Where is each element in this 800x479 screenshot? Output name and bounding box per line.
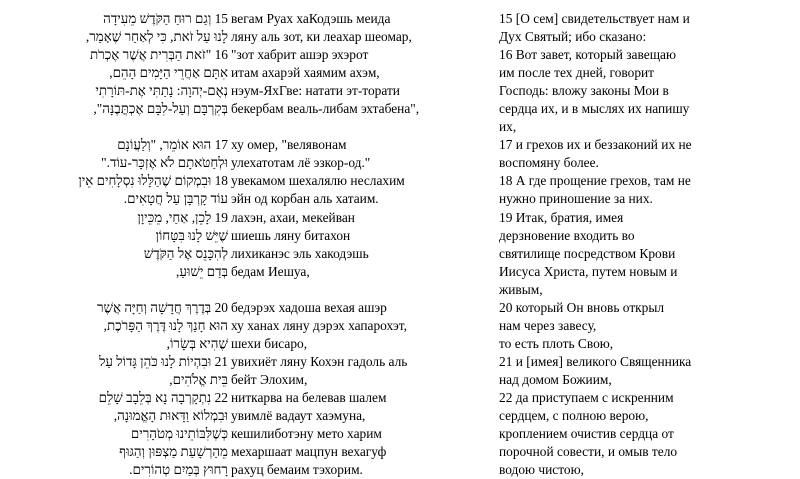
hebrew-line: 20 בְּדֶרֶךְ חֲדָשָׁה וְחַיָּה אֲשֶׁר [96,299,228,315]
transliteration-line: шехи бисаро, [231,335,308,351]
hebrew-line: 18 וּבִמְקוֹם שֶׁהַלָּלוּ נִסְלָחִים אֵין [78,173,228,189]
russian-line: 19 Итак, братия, имея [499,209,624,225]
hebrew-line: בֵּית אֱלֹהִים, [169,371,228,387]
hebrew-line: וּבִמְלוֹא וַדָּאוּת הָאֱמוּנָה, [113,408,228,424]
transliteration-line: кешилиботэну мето харим [231,426,382,442]
transliteration-line: ху омер, "велявонам [231,137,347,153]
russian-line: 20 который Он вновь открыл [499,299,665,315]
hebrew-line: בְּקִרְבָּם וְעַל-לִבָּם אֶכְתֳּבֶנָּה", [93,101,228,117]
russian-line: 21 и [имея] великого Священника [499,353,692,369]
transliteration-column [231,10,461,479]
transliteration-line: ляну аль зот, ки леахар шеомар, [231,29,412,45]
russian-line: то есть плоть Свою, [499,335,614,351]
russian-line: кроплением очистив сердца от [499,426,674,442]
russian-translation-column [499,10,709,479]
russian-line: дерзновение входить во [499,227,635,243]
hebrew-line [70,281,228,299]
hebrew-line: לָנוּ עַל זֹאת, כִּי לְאַחַר שֶׁאָמַר, [85,29,228,45]
hebrew-line: 17 הוּא אוֹמֵר, "וְלַעֲוֹנָם [117,137,228,153]
russian-line: Иисуса Христа, путем новым и [499,263,678,279]
hebrew-line: שֶׁהִיא בְּשָׂרוֹ, [166,335,228,351]
hebrew-line: 22 נִתְקָרְבָה נָא בְּלֵבָב שָׁלֵם [98,389,228,405]
hebrew-line: בְּדַם יֵשׁוּעַ, [176,263,228,279]
transliteration-line: итам ахарэй хаямим ахэм, [231,65,380,81]
transliteration-line: эйн од корбан аль хатаим. [231,191,379,207]
russian-line: 18 А где прощение грехов, там не [499,173,691,189]
russian-line: святилище посредством Крови [499,245,676,261]
transliteration-line: бекербам веаль-либам эхтабена", [231,101,420,117]
russian-line: воспомяну более. [499,155,599,171]
russian-line: водою чистою, [499,462,584,478]
transliteration-line: увимлё вадаут хаэмуна, [231,408,366,424]
transliteration-line: увекамом шехалялю неслахим [231,173,405,189]
hebrew-line: 15 וְגַם רוּחַ הַקֹּדֶשׁ מֵעִידָה [103,11,228,26]
russian-line: порочной совести, и омыв тело [499,444,678,460]
hebrew-line: וּלְחַטֹּאתָם לֹא אֶזְכָּר-עוֹד." [101,155,228,171]
transliteration-line: лихиканэс эль хакодэшь [231,245,369,261]
transliteration-line: шиешь ляну битахон [231,227,351,243]
transliteration-line: улехатотам лё эзкор-од." [231,155,371,171]
hebrew-line [70,118,228,136]
hebrew-line: לְהִכָּנֵס אֶל הַקֹּדֶשׁ [143,245,228,261]
russian-line: сердца их, и в мыслях их напишу [499,101,690,117]
hebrew-line: 21 וּבִהְיוֹת לָנוּ כֹּהֵן גָּדוֹל עַל [99,353,228,369]
russian-line: им после тех дней, говорит [499,65,655,81]
transliteration-line [231,281,461,299]
hebrew-line: שֶׁיֵּשׁ לָנוּ בִּטָּחוֹן [155,227,228,243]
russian-line: 17 и грехов их и беззаконий их не [499,137,692,153]
russian-line: Дух Святый; ибо сказано: [499,29,647,45]
hebrew-line: נְאֻם-יְהוָה: נָתַתִּי אֶת-תּוֹרָתִי [95,83,228,99]
russian-line: сердцем, с полною верою, [499,408,649,424]
russian-line: 15 [О сем] свидетельствует нам и [499,11,690,26]
hebrew-line: עוֹד קָרְבָּן עַל חֲטָאִים. [123,191,228,207]
russian-line: их, [499,119,517,135]
transliteration-line: лахэн, ахаи, мекейван [231,209,355,225]
transliteration-line: увихиёт ляну Кохэн гадоль аль [231,353,408,369]
transliteration-line: мехаршаат мацпун вехагуф [231,444,387,460]
hebrew-line: 16 "זֹאת הַבְּרִית אֲשֶׁר אֶכְרֹת [89,47,228,63]
transliteration-line: бейт Элохим, [231,371,308,387]
transliteration-line: бедэрэх хадоша вехая ашэр [231,299,387,315]
russian-line: нам через завесу, [499,317,597,333]
hebrew-line: אִתָּם אַחֲרֵי הַיָּמִים הָהֵם, [109,65,228,81]
hebrew-line: 19 לָכֵן, אַחַי, מֵכֵּיוָן [137,209,228,225]
hebrew-text-column [70,10,228,479]
hebrew-line: הוּא חָנַךְ לָנוּ דֶּרֶךְ הַפָּרֹכֶת, [103,317,228,333]
transliteration-line: рахуц бемаим тэхорим. [231,462,363,478]
hebrew-line: מֵהַרְשָׁעַת מַצְפּוּן וְהַגּוּף [119,444,228,460]
russian-line: нужно приношение за них. [499,191,653,207]
transliteration-line: ниткарва на белевав шалем [231,389,387,405]
transliteration-line [231,118,461,136]
russian-line: 22 да приступаем с искренним [499,389,674,405]
hebrew-line: רָחוּץ בְּמַיִם טְהוֹרִים. [129,462,228,478]
russian-line: Господь: вложу законы Мои в [499,83,669,99]
transliteration-line: вегам Руах хаКодэшь меида [231,11,391,26]
transliteration-line: бедам Иешуа, [231,263,310,279]
transliteration-line: ху ханах ляну дэрэх хапарохэт, [231,317,407,333]
russian-line: живым, [499,281,543,297]
transliteration-line: "зот хабрит ашэр эхэрот [231,47,369,63]
russian-line: 16 Вот завет, который завещаю [499,47,676,63]
hebrew-line: כְּשֶׁלִּבּוֹתֵינוּ מְטֹהָרִים [130,426,228,442]
transliteration-line: нэум-ЯхГве: натати эт-торати [231,83,400,99]
russian-line: над домом Божиим, [499,371,612,387]
